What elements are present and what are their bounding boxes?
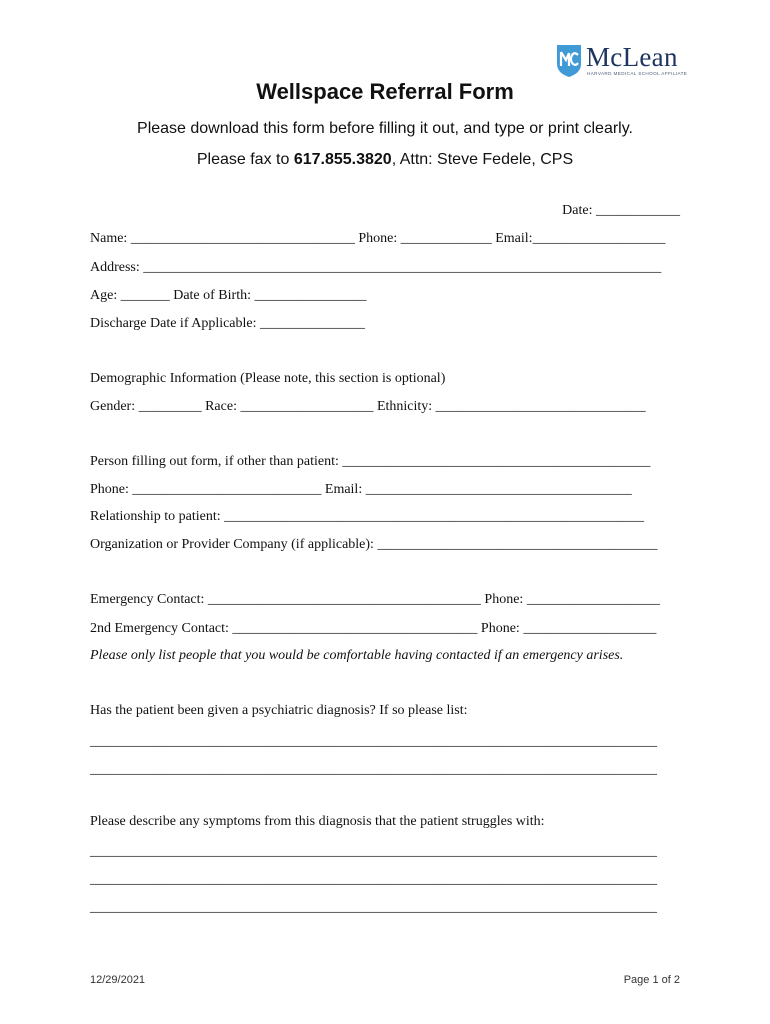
person-filling-field[interactable]: Person filling out form, if other than patient: ____________________________________________ [90,454,651,469]
relationship-field[interactable]: Relationship to patient: ____________________________________________________________ [90,509,645,524]
gender-race-ethnicity-line[interactable]: Gender: _________ Race: ___________________ Ethnicity: ______________________________ [90,399,646,414]
diagnosis-blank[interactable]: _________________________________________________________________________________ [90,762,657,777]
logo-tagline: HARVARD MEDICAL SCHOOL AFFILIATE [587,71,688,76]
emergency-note: Please only list people that you would be comfortable having contacted if an emergency arises. [90,648,624,663]
logo-wordmark: McLean [586,42,678,72]
footer-date: 12/29/2021 [90,974,146,986]
page-number: Page 1 of 2 [623,974,680,986]
mclean-shield-icon [556,44,582,78]
address-field[interactable]: Address: __________________________________________________________________________ [90,260,662,275]
fax-suffix: , Attn: Steve Fedele, CPS [391,151,574,168]
discharge-date-field[interactable]: Discharge Date if Applicable: _______________ [90,316,366,331]
filler-phone-email-line[interactable]: Phone: ___________________________ Email: ______________________________________ [90,482,632,497]
symptoms-blank[interactable]: _________________________________________________________________________________ [90,872,657,887]
date-field[interactable]: Date: ____________ [562,203,680,218]
second-emergency-contact-line[interactable]: 2nd Emergency Contact: ___________________________________ Phone: ___________________ [90,621,657,636]
instruction-text: Please download this form before filling it out, and type or print clearly. [137,120,633,137]
name-phone-email-line[interactable]: Name: ________________________________ Phone: _____________ Email:___________________ [90,231,666,246]
emergency-contact-line[interactable]: Emergency Contact: _______________________________________ Phone: ___________________ [90,592,660,607]
diagnosis-blank[interactable]: _________________________________________________________________________________ [90,734,657,749]
symptoms-blank[interactable]: _________________________________________________________________________________ [90,844,657,859]
fax-instruction [0,151,770,169]
symptoms-blank[interactable]: _________________________________________________________________________________ [90,900,657,915]
form-title: Wellspace Referral Form [256,79,514,104]
demographic-heading: Demographic Information (Please note, this section is optional) [90,371,446,386]
fax-number: 617.855.3820 [293,151,392,168]
age-dob-line[interactable]: Age: _______ Date of Birth: ________________ [90,288,367,303]
symptoms-question: Please describe any symptoms from this diagnosis that the patient struggles with: [90,814,545,829]
diagnosis-question: Has the patient been given a psychiatric diagnosis? If so please list: [90,703,468,718]
organization-field[interactable]: Organization or Provider Company (if applicable): ________________________________________ [90,537,658,552]
mclean-logo [556,44,686,80]
fax-prefix: Please fax to [196,151,294,168]
